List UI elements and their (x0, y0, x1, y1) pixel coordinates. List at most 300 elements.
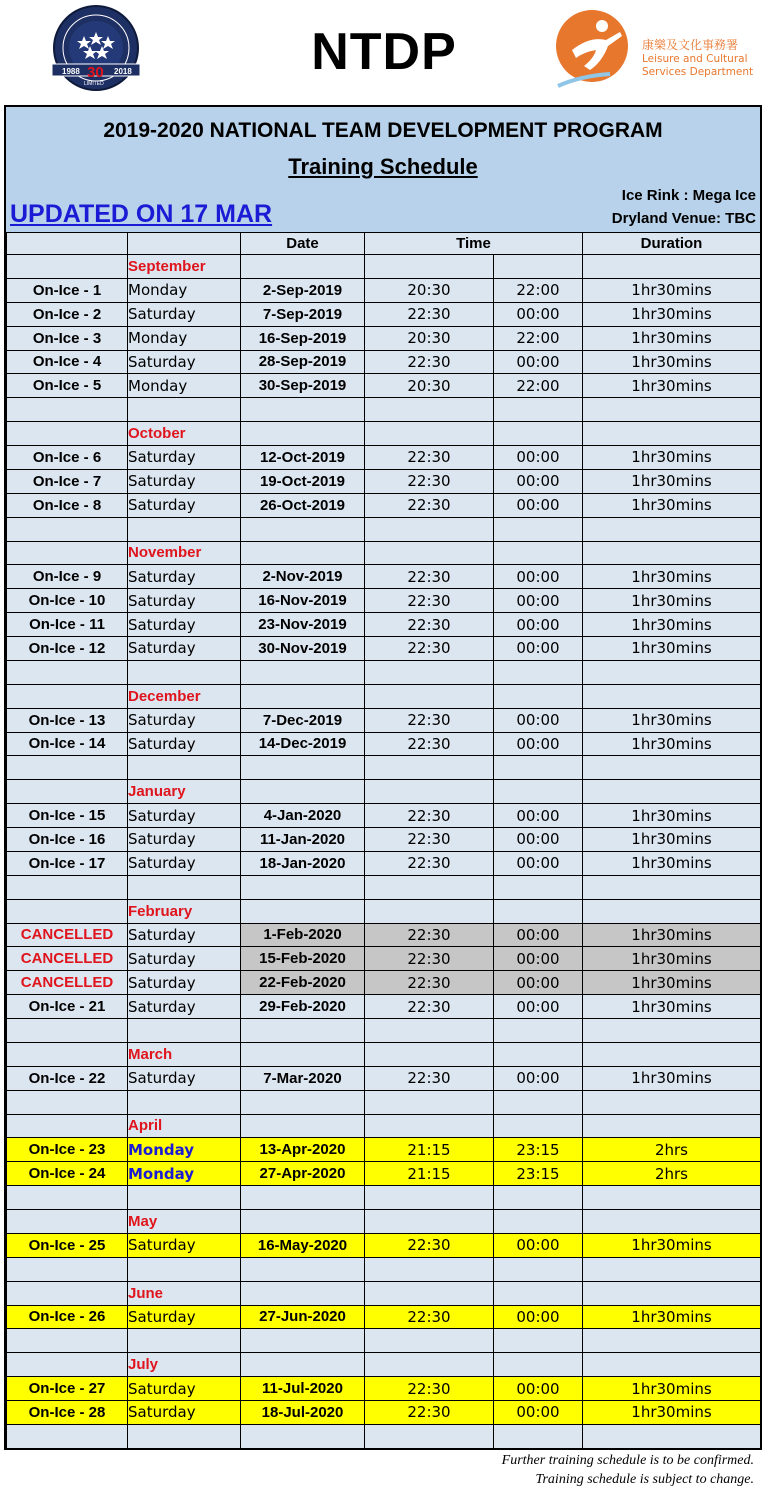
session-cell: On-Ice - 23 (7, 1138, 128, 1162)
end-time-cell: 00:00 (494, 828, 583, 852)
month-label: January (128, 780, 241, 804)
empty-cell (241, 780, 365, 804)
empty-cell (583, 1424, 761, 1448)
month-row (7, 1042, 761, 1066)
end-time-cell: 22:00 (494, 374, 583, 398)
table-row (7, 947, 761, 971)
empty-cell (128, 875, 241, 899)
start-time-cell: 22:30 (365, 1377, 494, 1401)
empty-cell (365, 1019, 494, 1043)
empty-cell (583, 1090, 761, 1114)
empty-cell (583, 422, 761, 446)
start-time-cell: 22:30 (365, 851, 494, 875)
session-cell: On-Ice - 7 (7, 469, 128, 493)
empty-cell (494, 756, 583, 780)
empty-cell (128, 1019, 241, 1043)
session-cell: CANCELLED (7, 923, 128, 947)
day-cell: Saturday (128, 995, 241, 1019)
start-time-cell: 22:30 (365, 1305, 494, 1329)
duration-cell: 1hr30mins (583, 326, 761, 350)
date-cell: 2-Sep-2019 (241, 278, 365, 302)
session-cell: On-Ice - 3 (7, 326, 128, 350)
date-cell: 27-Apr-2020 (241, 1162, 365, 1186)
month-spacer-cell (7, 422, 128, 446)
end-time-cell: 00:00 (494, 637, 583, 661)
empty-cell (583, 756, 761, 780)
month-label: March (128, 1042, 241, 1066)
day-cell: Saturday (128, 350, 241, 374)
start-time-cell: 20:30 (365, 326, 494, 350)
duration-cell: 1hr30mins (583, 302, 761, 326)
session-cell: On-Ice - 4 (7, 350, 128, 374)
date-cell: 11-Jan-2020 (241, 828, 365, 852)
empty-cell (583, 1114, 761, 1138)
month-row (7, 1281, 761, 1305)
title-block (6, 107, 760, 232)
empty-cell (494, 1281, 583, 1305)
session-cell: On-Ice - 5 (7, 374, 128, 398)
table-row (7, 302, 761, 326)
date-cell: 1-Feb-2020 (241, 923, 365, 947)
start-time-cell: 22:30 (365, 708, 494, 732)
start-time-cell: 20:30 (365, 374, 494, 398)
duration-cell: 2hrs (583, 1138, 761, 1162)
table-row (7, 1162, 761, 1186)
empty-cell (583, 255, 761, 279)
start-time-cell: 22:30 (365, 1066, 494, 1090)
month-row (7, 1114, 761, 1138)
date-cell: 29-Feb-2020 (241, 995, 365, 1019)
end-time-cell: 00:00 (494, 923, 583, 947)
day-cell: Saturday (128, 971, 241, 995)
empty-cell (128, 756, 241, 780)
start-time-cell: 22:30 (365, 565, 494, 589)
day-cell: Saturday (128, 804, 241, 828)
month-spacer-cell (7, 541, 128, 565)
empty-cell (365, 756, 494, 780)
day-cell: Saturday (128, 851, 241, 875)
empty-cell (494, 1329, 583, 1353)
spacer-row (7, 1090, 761, 1114)
duration-cell: 1hr30mins (583, 613, 761, 637)
date-cell: 7-Dec-2019 (241, 708, 365, 732)
empty-cell (365, 1329, 494, 1353)
table-row (7, 374, 761, 398)
date-cell: 26-Oct-2019 (241, 493, 365, 517)
empty-cell (241, 517, 365, 541)
duration-cell: 1hr30mins (583, 1401, 761, 1425)
empty-cell (494, 1019, 583, 1043)
spacer-row (7, 398, 761, 422)
empty-cell (583, 517, 761, 541)
spacer-row (7, 1257, 761, 1281)
empty-cell (241, 1186, 365, 1210)
duration-cell: 1hr30mins (583, 446, 761, 470)
empty-cell (494, 1257, 583, 1281)
empty-cell (494, 684, 583, 708)
spacer-row (7, 1019, 761, 1043)
empty-cell (494, 255, 583, 279)
date-cell: 4-Jan-2020 (241, 804, 365, 828)
empty-cell (241, 255, 365, 279)
end-time-cell: 00:00 (494, 469, 583, 493)
month-spacer-cell (7, 1353, 128, 1377)
empty-cell (583, 780, 761, 804)
table-row (7, 565, 761, 589)
month-row (7, 255, 761, 279)
spacer-row (7, 517, 761, 541)
schedule-subtitle: Training Schedule (288, 154, 478, 179)
session-cell: On-Ice - 24 (7, 1162, 128, 1186)
session-cell: CANCELLED (7, 971, 128, 995)
month-spacer-cell (7, 1042, 128, 1066)
date-cell: 7-Mar-2020 (241, 1066, 365, 1090)
header-day (128, 233, 241, 255)
end-time-cell: 00:00 (494, 1305, 583, 1329)
date-cell: 30-Sep-2019 (241, 374, 365, 398)
day-cell: Saturday (128, 302, 241, 326)
session-cell: On-Ice - 15 (7, 804, 128, 828)
duration-cell: 1hr30mins (583, 923, 761, 947)
program-title: 2019-2020 NATIONAL TEAM DEVELOPMENT PROGRAM (103, 119, 663, 142)
empty-cell (365, 517, 494, 541)
empty-cell (494, 1114, 583, 1138)
session-cell: On-Ice - 10 (7, 589, 128, 613)
date-cell: 16-Sep-2019 (241, 326, 365, 350)
session-cell: On-Ice - 14 (7, 732, 128, 756)
session-cell: On-Ice - 27 (7, 1377, 128, 1401)
empty-cell (241, 899, 365, 923)
empty-cell (241, 541, 365, 565)
table-row (7, 971, 761, 995)
end-time-cell: 00:00 (494, 302, 583, 326)
empty-cell (365, 1281, 494, 1305)
ice-rink-venue: Ice Rink : Mega Ice (621, 187, 756, 204)
empty-cell (7, 1090, 128, 1114)
session-cell: On-Ice - 16 (7, 828, 128, 852)
end-time-cell: 00:00 (494, 350, 583, 374)
table-row (7, 804, 761, 828)
day-cell: Saturday (128, 1066, 241, 1090)
spacer-row (7, 1329, 761, 1353)
session-cell: On-Ice - 25 (7, 1233, 128, 1257)
date-cell: 14-Dec-2019 (241, 732, 365, 756)
day-cell: Saturday (128, 1233, 241, 1257)
end-time-cell: 00:00 (494, 1066, 583, 1090)
lcsd-name-line1: Leisure and Cultural (642, 53, 748, 65)
empty-cell (241, 1114, 365, 1138)
empty-cell (241, 1424, 365, 1448)
table-row (7, 493, 761, 517)
empty-cell (494, 1090, 583, 1114)
table-row (7, 1401, 761, 1425)
duration-cell: 1hr30mins (583, 350, 761, 374)
empty-cell (494, 1042, 583, 1066)
lcsd-chinese-name: 康樂及文化事務署 (642, 38, 739, 52)
session-cell: On-Ice - 1 (7, 278, 128, 302)
end-time-cell: 00:00 (494, 851, 583, 875)
day-cell: Saturday (128, 1401, 241, 1425)
empty-cell (365, 1186, 494, 1210)
date-cell: 2-Nov-2019 (241, 565, 365, 589)
empty-cell (583, 1257, 761, 1281)
empty-cell (365, 1210, 494, 1234)
table-row (7, 1138, 761, 1162)
start-time-cell: 22:30 (365, 828, 494, 852)
empty-cell (7, 1424, 128, 1448)
empty-cell (241, 422, 365, 446)
day-cell: Saturday (128, 732, 241, 756)
duration-cell: 1hr30mins (583, 278, 761, 302)
empty-cell (494, 660, 583, 684)
empty-cell (241, 1353, 365, 1377)
empty-cell (128, 1329, 241, 1353)
start-time-cell: 22:30 (365, 1233, 494, 1257)
month-spacer-cell (7, 255, 128, 279)
duration-cell: 1hr30mins (583, 565, 761, 589)
page-header (0, 0, 768, 100)
empty-cell (583, 875, 761, 899)
date-cell: 16-May-2020 (241, 1233, 365, 1257)
empty-cell (7, 756, 128, 780)
start-time-cell: 22:30 (365, 995, 494, 1019)
date-cell: 7-Sep-2019 (241, 302, 365, 326)
date-cell: 30-Nov-2019 (241, 637, 365, 661)
session-cell: On-Ice - 28 (7, 1401, 128, 1425)
end-time-cell: 00:00 (494, 565, 583, 589)
start-time-cell: 22:30 (365, 613, 494, 637)
empty-cell (128, 660, 241, 684)
empty-cell (494, 780, 583, 804)
session-cell: On-Ice - 2 (7, 302, 128, 326)
day-cell: Saturday (128, 828, 241, 852)
duration-cell: 1hr30mins (583, 971, 761, 995)
start-time-cell: 22:30 (365, 1401, 494, 1425)
spacer-row (7, 1186, 761, 1210)
duration-cell: 1hr30mins (583, 828, 761, 852)
table-row (7, 1305, 761, 1329)
duration-cell: 1hr30mins (583, 708, 761, 732)
empty-cell (241, 1210, 365, 1234)
empty-cell (7, 517, 128, 541)
duration-cell: 1hr30mins (583, 589, 761, 613)
table-row (7, 995, 761, 1019)
duration-cell: 1hr30mins (583, 947, 761, 971)
footer-note-confirm: Further training schedule is to be confirmed. (501, 1453, 754, 1468)
month-row (7, 780, 761, 804)
end-time-cell: 00:00 (494, 947, 583, 971)
month-label: February (128, 899, 241, 923)
start-time-cell: 21:15 (365, 1138, 494, 1162)
empty-cell (7, 875, 128, 899)
date-cell: 19-Oct-2019 (241, 469, 365, 493)
month-spacer-cell (7, 1210, 128, 1234)
empty-cell (128, 517, 241, 541)
footer-notes (502, 1451, 754, 1489)
table-row (7, 637, 761, 661)
end-time-cell: 00:00 (494, 804, 583, 828)
empty-cell (365, 684, 494, 708)
table-row (7, 708, 761, 732)
empty-cell (241, 1090, 365, 1114)
day-cell: Saturday (128, 469, 241, 493)
empty-cell (365, 1042, 494, 1066)
start-time-cell: 22:30 (365, 732, 494, 756)
empty-cell (241, 1257, 365, 1281)
month-spacer-cell (7, 1281, 128, 1305)
month-row (7, 541, 761, 565)
end-time-cell: 23:15 (494, 1162, 583, 1186)
start-time-cell: 22:30 (365, 589, 494, 613)
end-time-cell: 22:00 (494, 278, 583, 302)
end-time-cell: 00:00 (494, 1401, 583, 1425)
empty-cell (365, 541, 494, 565)
empty-cell (583, 684, 761, 708)
month-spacer-cell (7, 780, 128, 804)
spacer-row (7, 1424, 761, 1448)
end-time-cell: 00:00 (494, 708, 583, 732)
page-title: NTDP (311, 23, 457, 81)
empty-cell (365, 1257, 494, 1281)
empty-cell (241, 875, 365, 899)
empty-cell (494, 541, 583, 565)
session-cell: On-Ice - 9 (7, 565, 128, 589)
duration-cell: 1hr30mins (583, 469, 761, 493)
empty-cell (241, 756, 365, 780)
day-cell: Saturday (128, 493, 241, 517)
empty-cell (583, 1210, 761, 1234)
empty-cell (365, 1353, 494, 1377)
empty-cell (241, 1019, 365, 1043)
lcsd-logo (550, 6, 754, 94)
month-spacer-cell (7, 899, 128, 923)
start-time-cell: 22:30 (365, 350, 494, 374)
date-cell: 18-Jul-2020 (241, 1401, 365, 1425)
table-row (7, 828, 761, 852)
date-cell: 11-Jul-2020 (241, 1377, 365, 1401)
month-label: April (128, 1114, 241, 1138)
empty-cell (365, 255, 494, 279)
empty-cell (365, 1114, 494, 1138)
date-cell: 18-Jan-2020 (241, 851, 365, 875)
day-cell: Saturday (128, 589, 241, 613)
empty-cell (494, 1424, 583, 1448)
empty-cell (365, 875, 494, 899)
start-time-cell: 20:30 (365, 278, 494, 302)
month-label: June (128, 1281, 241, 1305)
day-cell: Saturday (128, 637, 241, 661)
month-row (7, 1353, 761, 1377)
day-cell: Saturday (128, 1377, 241, 1401)
day-cell: Saturday (128, 613, 241, 637)
empty-cell (128, 398, 241, 422)
spacer-row (7, 660, 761, 684)
duration-cell: 1hr30mins (583, 637, 761, 661)
header-session (7, 233, 128, 255)
schedule-table (6, 232, 761, 1449)
empty-cell (583, 1353, 761, 1377)
empty-cell (365, 422, 494, 446)
session-cell: On-Ice - 26 (7, 1305, 128, 1329)
month-label: December (128, 684, 241, 708)
empty-cell (7, 660, 128, 684)
empty-cell (241, 660, 365, 684)
date-cell: 27-Jun-2020 (241, 1305, 365, 1329)
table-row (7, 446, 761, 470)
month-row (7, 899, 761, 923)
end-time-cell: 23:15 (494, 1138, 583, 1162)
table-row (7, 326, 761, 350)
lcsd-name-line2: Services Department (642, 66, 754, 78)
month-label: October (128, 422, 241, 446)
duration-cell: 1hr30mins (583, 1305, 761, 1329)
logo-year-left: 1988 (62, 67, 80, 76)
start-time-cell: 22:30 (365, 804, 494, 828)
day-cell: Monday (128, 1162, 241, 1186)
empty-cell (583, 1019, 761, 1043)
session-cell: On-Ice - 22 (7, 1066, 128, 1090)
date-cell: 16-Nov-2019 (241, 589, 365, 613)
session-cell: On-Ice - 6 (7, 446, 128, 470)
month-label: November (128, 541, 241, 565)
start-time-cell: 22:30 (365, 971, 494, 995)
end-time-cell: 00:00 (494, 446, 583, 470)
duration-cell: 1hr30mins (583, 804, 761, 828)
session-cell: On-Ice - 13 (7, 708, 128, 732)
empty-cell (128, 1186, 241, 1210)
month-spacer-cell (7, 684, 128, 708)
lcsd-emblem-icon (550, 6, 640, 94)
duration-cell: 1hr30mins (583, 732, 761, 756)
day-cell: Monday (128, 278, 241, 302)
table-row (7, 278, 761, 302)
end-time-cell: 22:00 (494, 326, 583, 350)
duration-cell: 1hr30mins (583, 851, 761, 875)
logo-number: 30 (87, 64, 104, 81)
duration-cell: 2hrs (583, 1162, 761, 1186)
empty-cell (494, 1353, 583, 1377)
empty-cell (494, 1186, 583, 1210)
empty-cell (365, 1424, 494, 1448)
empty-cell (241, 1281, 365, 1305)
empty-cell (494, 899, 583, 923)
empty-cell (241, 1042, 365, 1066)
table-row (7, 1377, 761, 1401)
duration-cell: 1hr30mins (583, 374, 761, 398)
header-duration: Duration (583, 233, 761, 255)
date-cell: 12-Oct-2019 (241, 446, 365, 470)
empty-cell (494, 398, 583, 422)
date-cell: 15-Feb-2020 (241, 947, 365, 971)
table-row (7, 350, 761, 374)
empty-cell (583, 541, 761, 565)
table-row (7, 732, 761, 756)
month-label: May (128, 1210, 241, 1234)
session-cell: On-Ice - 12 (7, 637, 128, 661)
spacer-row (7, 756, 761, 780)
footer-note-change: Training schedule is subject to change. (535, 1472, 754, 1487)
day-cell: Monday (128, 326, 241, 350)
end-time-cell: 00:00 (494, 995, 583, 1019)
session-cell: On-Ice - 11 (7, 613, 128, 637)
table-row (7, 613, 761, 637)
table-row (7, 923, 761, 947)
empty-cell (7, 1257, 128, 1281)
table-row (7, 1233, 761, 1257)
dryland-venue: Dryland Venue: TBC (611, 210, 756, 227)
start-time-cell: 22:30 (365, 637, 494, 661)
empty-cell (494, 875, 583, 899)
